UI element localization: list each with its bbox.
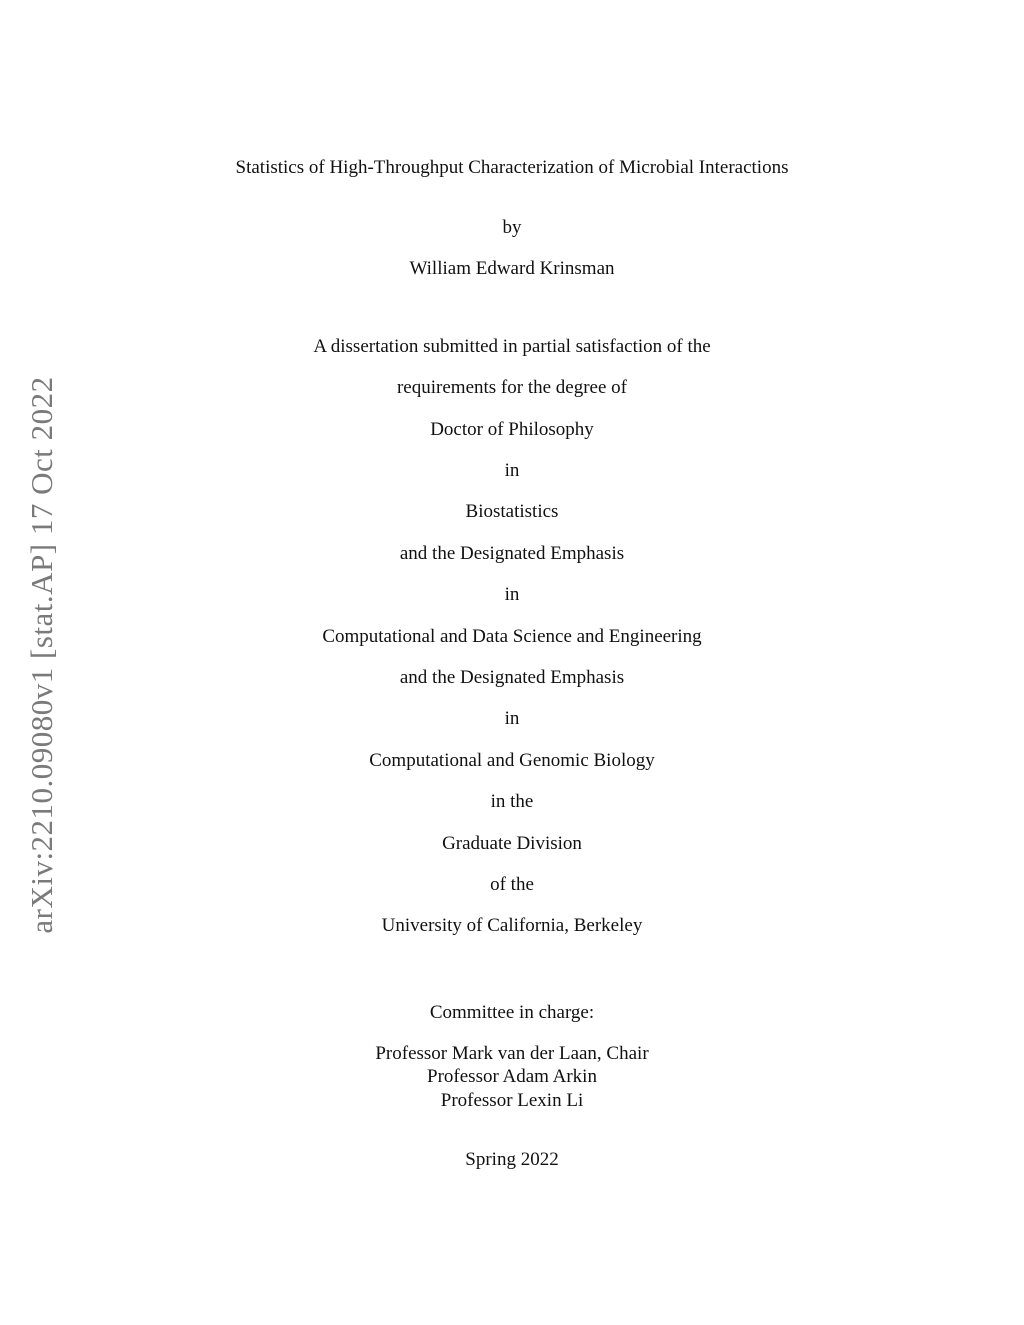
committee-member: Professor Lexin Li [440,1090,584,1111]
arxiv-identifier-stamp: arXiv:2210.09080v1 [stat.AP] 17 Oct 2022 [24,376,59,934]
submission-statement-line-2: requirements for the degree of [396,377,627,398]
designated-emphasis-2: Computational and Genomic Biology [369,750,655,771]
designated-emphasis-1: Computational and Data Science and Engineering [322,626,702,647]
graduate-division: Graduate Division [442,833,582,854]
in-the-connector: in the [490,791,534,812]
of-the-connector: of the [490,874,534,895]
degree-name: Doctor of Philosophy [430,419,594,440]
field-of-study: Biostatistics [465,501,559,522]
submission-date: Spring 2022 [465,1149,559,1170]
by-label: by [502,217,522,238]
dissertation-title: Statistics of High-Throughput Characterization of Microbial Interactions [235,157,789,178]
committee-member-chair: Professor Mark van der Laan, Chair [375,1043,649,1064]
submission-statement-line-1: A dissertation submitted in partial satisfaction of the [313,336,711,357]
designated-emphasis-intro-2: and the Designated Emphasis [399,667,625,688]
in-connector-2: in [504,584,520,605]
in-connector-1: in [504,460,520,481]
university-name: University of California, Berkeley [381,915,643,936]
author-name: William Edward Krinsman [409,258,615,279]
committee-heading: Committee in charge: [429,1002,595,1023]
committee-member: Professor Adam Arkin [427,1066,597,1087]
designated-emphasis-intro-1: and the Designated Emphasis [399,543,625,564]
in-connector-3: in [504,708,520,729]
